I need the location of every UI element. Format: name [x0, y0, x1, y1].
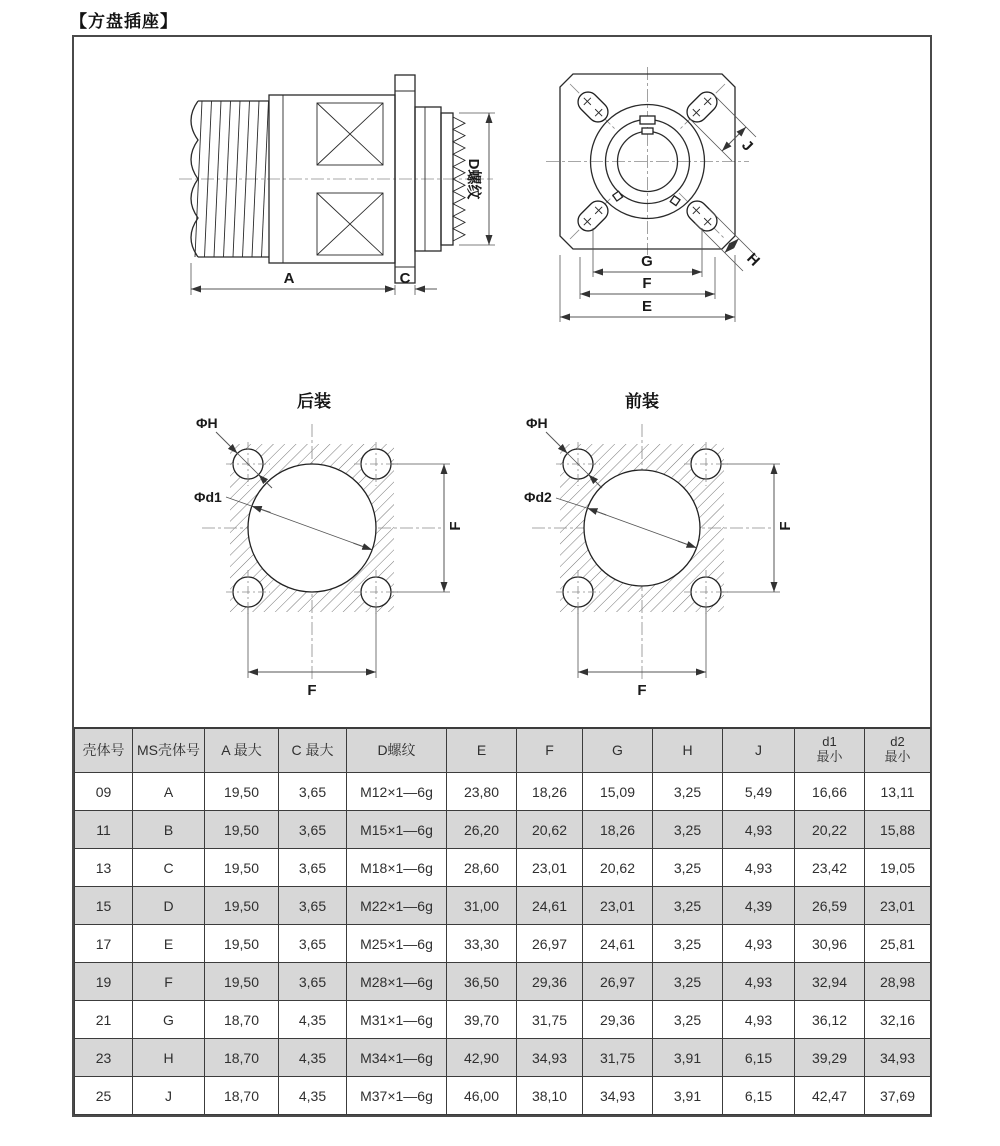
table-cell: 3,25 — [653, 963, 723, 1001]
table-cell: 17 — [75, 925, 133, 963]
col-header-j: J — [723, 728, 795, 773]
table-cell: 6,15 — [723, 1077, 795, 1115]
table-cell: 20,22 — [795, 811, 865, 849]
col-header-d1: d1 — [822, 734, 837, 750]
table-cell: 6,15 — [723, 1039, 795, 1077]
table-cell: 16,66 — [795, 773, 865, 811]
table-cell: 3,65 — [279, 925, 347, 963]
col-header-a-max: A 最大 — [205, 728, 279, 773]
table-cell: 38,10 — [517, 1077, 583, 1115]
table-cell: 29,36 — [517, 963, 583, 1001]
table-cell: 39,70 — [447, 1001, 517, 1039]
col-header-d2-min — [865, 728, 931, 773]
table-row — [75, 1001, 931, 1039]
table-cell: 19,50 — [205, 963, 279, 1001]
table-cell: J — [133, 1077, 205, 1115]
page-title: 【方盘插座】 — [70, 12, 178, 31]
center-dia-label: Φd1 — [194, 489, 222, 505]
table-cell: 15,88 — [865, 811, 931, 849]
table-cell: 30,96 — [795, 925, 865, 963]
table-cell: 37,69 — [865, 1077, 931, 1115]
table-cell: 3,25 — [653, 849, 723, 887]
table-cell: M22×1—6g — [347, 887, 447, 925]
table-cell: 20,62 — [517, 811, 583, 849]
table-cell: 15,09 — [583, 773, 653, 811]
table-cell: F — [133, 963, 205, 1001]
hole-dia-label: ΦH — [526, 415, 548, 431]
table-cell: C — [133, 849, 205, 887]
table-cell: 36,12 — [795, 1001, 865, 1039]
table-cell: 26,97 — [517, 925, 583, 963]
table-cell: E — [133, 925, 205, 963]
table-cell: 4,35 — [279, 1039, 347, 1077]
table-row — [75, 1039, 931, 1077]
table-cell: 42,47 — [795, 1077, 865, 1115]
table-cell: 18,70 — [205, 1001, 279, 1039]
table-cell: B — [133, 811, 205, 849]
table-cell: 4,35 — [279, 1077, 347, 1115]
table-cell: M12×1—6g — [347, 773, 447, 811]
table-cell: M31×1—6g — [347, 1001, 447, 1039]
table-cell: M34×1—6g — [347, 1039, 447, 1077]
col-header-d-thread: D螺纹 — [347, 728, 447, 773]
table-cell: 4,93 — [723, 925, 795, 963]
table-cell: A — [133, 773, 205, 811]
center-dia-label: Φd2 — [524, 489, 552, 505]
table-cell: H — [133, 1039, 205, 1077]
table-cell: 23,01 — [583, 887, 653, 925]
dim-label-f-horizontal: F — [307, 682, 317, 699]
dim-label-f-vertical: F — [447, 521, 464, 531]
table-cell: 25,81 — [865, 925, 931, 963]
table-cell: 32,16 — [865, 1001, 931, 1039]
col-header-f: F — [517, 728, 583, 773]
table-row — [75, 887, 931, 925]
hole-dia-label: ΦH — [196, 415, 218, 431]
table-cell: 11 — [75, 811, 133, 849]
table-row — [75, 849, 931, 887]
dim-label-f-vertical: F — [777, 521, 794, 531]
table-cell: 4,93 — [723, 1001, 795, 1039]
table-cell: 42,90 — [447, 1039, 517, 1077]
dim-label-f: F — [642, 275, 652, 292]
col-header-ms-shell-no: MS壳体号 — [133, 728, 205, 773]
spec-table-body — [75, 773, 931, 1115]
flange-front-view — [542, 65, 832, 365]
rear-mount-title: 后装 — [297, 392, 331, 411]
col-header-d1-min-label: 最小 — [816, 749, 843, 765]
col-header-d1-min — [795, 728, 865, 773]
table-cell: 28,60 — [447, 849, 517, 887]
table-cell: 36,50 — [447, 963, 517, 1001]
table-cell: 3,65 — [279, 887, 347, 925]
table-cell: 34,93 — [517, 1039, 583, 1077]
table-cell: 19,05 — [865, 849, 931, 887]
dim-label-f-horizontal: F — [637, 682, 647, 699]
table-cell: 19,50 — [205, 887, 279, 925]
table-cell: 23,01 — [517, 849, 583, 887]
table-cell: 26,59 — [795, 887, 865, 925]
table-cell: 4,93 — [723, 963, 795, 1001]
table-cell: M18×1—6g — [347, 849, 447, 887]
table-row — [75, 811, 931, 849]
table-cell: 31,75 — [517, 1001, 583, 1039]
table-cell: 23 — [75, 1039, 133, 1077]
table-cell: 3,25 — [653, 811, 723, 849]
table-cell: M25×1—6g — [347, 925, 447, 963]
table-cell: M37×1—6g — [347, 1077, 447, 1115]
table-cell: 21 — [75, 1001, 133, 1039]
table-cell: 33,30 — [447, 925, 517, 963]
table-cell: 39,29 — [795, 1039, 865, 1077]
table-cell: 26,97 — [583, 963, 653, 1001]
table-cell: 4,35 — [279, 1001, 347, 1039]
dimension-table — [74, 727, 931, 1116]
table-cell: 25 — [75, 1077, 133, 1115]
col-header-e: E — [447, 728, 517, 773]
table-cell: 5,49 — [723, 773, 795, 811]
table-cell: 19,50 — [205, 925, 279, 963]
table-cell: 3,65 — [279, 963, 347, 1001]
table-cell: 3,65 — [279, 849, 347, 887]
table-cell: 3,25 — [653, 925, 723, 963]
table-cell: 23,80 — [447, 773, 517, 811]
table-cell: 18,70 — [205, 1077, 279, 1115]
table-cell: 31,00 — [447, 887, 517, 925]
table-cell: 19,50 — [205, 773, 279, 811]
table-row — [75, 925, 931, 963]
dim-label-d-thread: D螺纹 — [465, 158, 482, 200]
table-cell: 4,93 — [723, 811, 795, 849]
col-header-shell-no: 壳体号 — [75, 728, 133, 773]
table-cell: 18,26 — [517, 773, 583, 811]
dim-label-e: E — [641, 298, 653, 315]
col-header-h: H — [653, 728, 723, 773]
table-cell: 32,94 — [795, 963, 865, 1001]
table-cell: 31,75 — [583, 1039, 653, 1077]
table-cell: 3,65 — [279, 811, 347, 849]
table-cell: 28,98 — [865, 963, 931, 1001]
front-mount-title: 前装 — [625, 392, 659, 411]
table-cell: 19,50 — [205, 811, 279, 849]
table-cell: 3,25 — [653, 887, 723, 925]
table-row — [75, 1077, 931, 1115]
table-cell: 26,20 — [447, 811, 517, 849]
front-mount-drawing — [522, 412, 797, 707]
table-cell: 23,42 — [795, 849, 865, 887]
table-cell: D — [133, 887, 205, 925]
table-row — [75, 963, 931, 1001]
table-cell: 09 — [75, 773, 133, 811]
table-row — [75, 773, 931, 811]
table-cell: 19 — [75, 963, 133, 1001]
table-cell: 3,25 — [653, 1001, 723, 1039]
side-view-drawing — [177, 59, 499, 304]
table-cell: M15×1—6g — [347, 811, 447, 849]
table-cell: G — [133, 1001, 205, 1039]
table-cell: 4,93 — [723, 849, 795, 887]
table-cell: 24,61 — [583, 925, 653, 963]
table-cell: 18,26 — [583, 811, 653, 849]
table-header-row — [75, 728, 931, 773]
table-cell: 20,62 — [583, 849, 653, 887]
table-cell: 24,61 — [517, 887, 583, 925]
table-cell: 3,91 — [653, 1077, 723, 1115]
table-cell: 23,01 — [865, 887, 931, 925]
col-header-d2: d2 — [890, 734, 905, 750]
table-cell: 46,00 — [447, 1077, 517, 1115]
table-cell: 3,65 — [279, 773, 347, 811]
table-cell: 3,25 — [653, 773, 723, 811]
dim-label-c: C — [399, 270, 411, 287]
table-cell: 13 — [75, 849, 133, 887]
rear-mount-drawing — [192, 412, 467, 707]
dim-label-a: A — [283, 270, 295, 287]
table-cell: 18,70 — [205, 1039, 279, 1077]
table-cell: 3,91 — [653, 1039, 723, 1077]
table-cell: 4,39 — [723, 887, 795, 925]
col-header-g: G — [583, 728, 653, 773]
dim-label-j: J — [738, 136, 757, 155]
col-header-c-max: C 最大 — [279, 728, 347, 773]
table-cell: 29,36 — [583, 1001, 653, 1039]
col-header-d2-min-label: 最小 — [884, 749, 911, 765]
table-cell: 15 — [75, 887, 133, 925]
drawing-sheet — [72, 35, 932, 1117]
table-cell: 13,11 — [865, 773, 931, 811]
table-cell: M28×1—6g — [347, 963, 447, 1001]
table-cell: 19,50 — [205, 849, 279, 887]
dim-label-h: H — [743, 249, 764, 270]
table-cell: 34,93 — [583, 1077, 653, 1115]
dim-label-g: G — [641, 253, 653, 270]
table-cell: 34,93 — [865, 1039, 931, 1077]
